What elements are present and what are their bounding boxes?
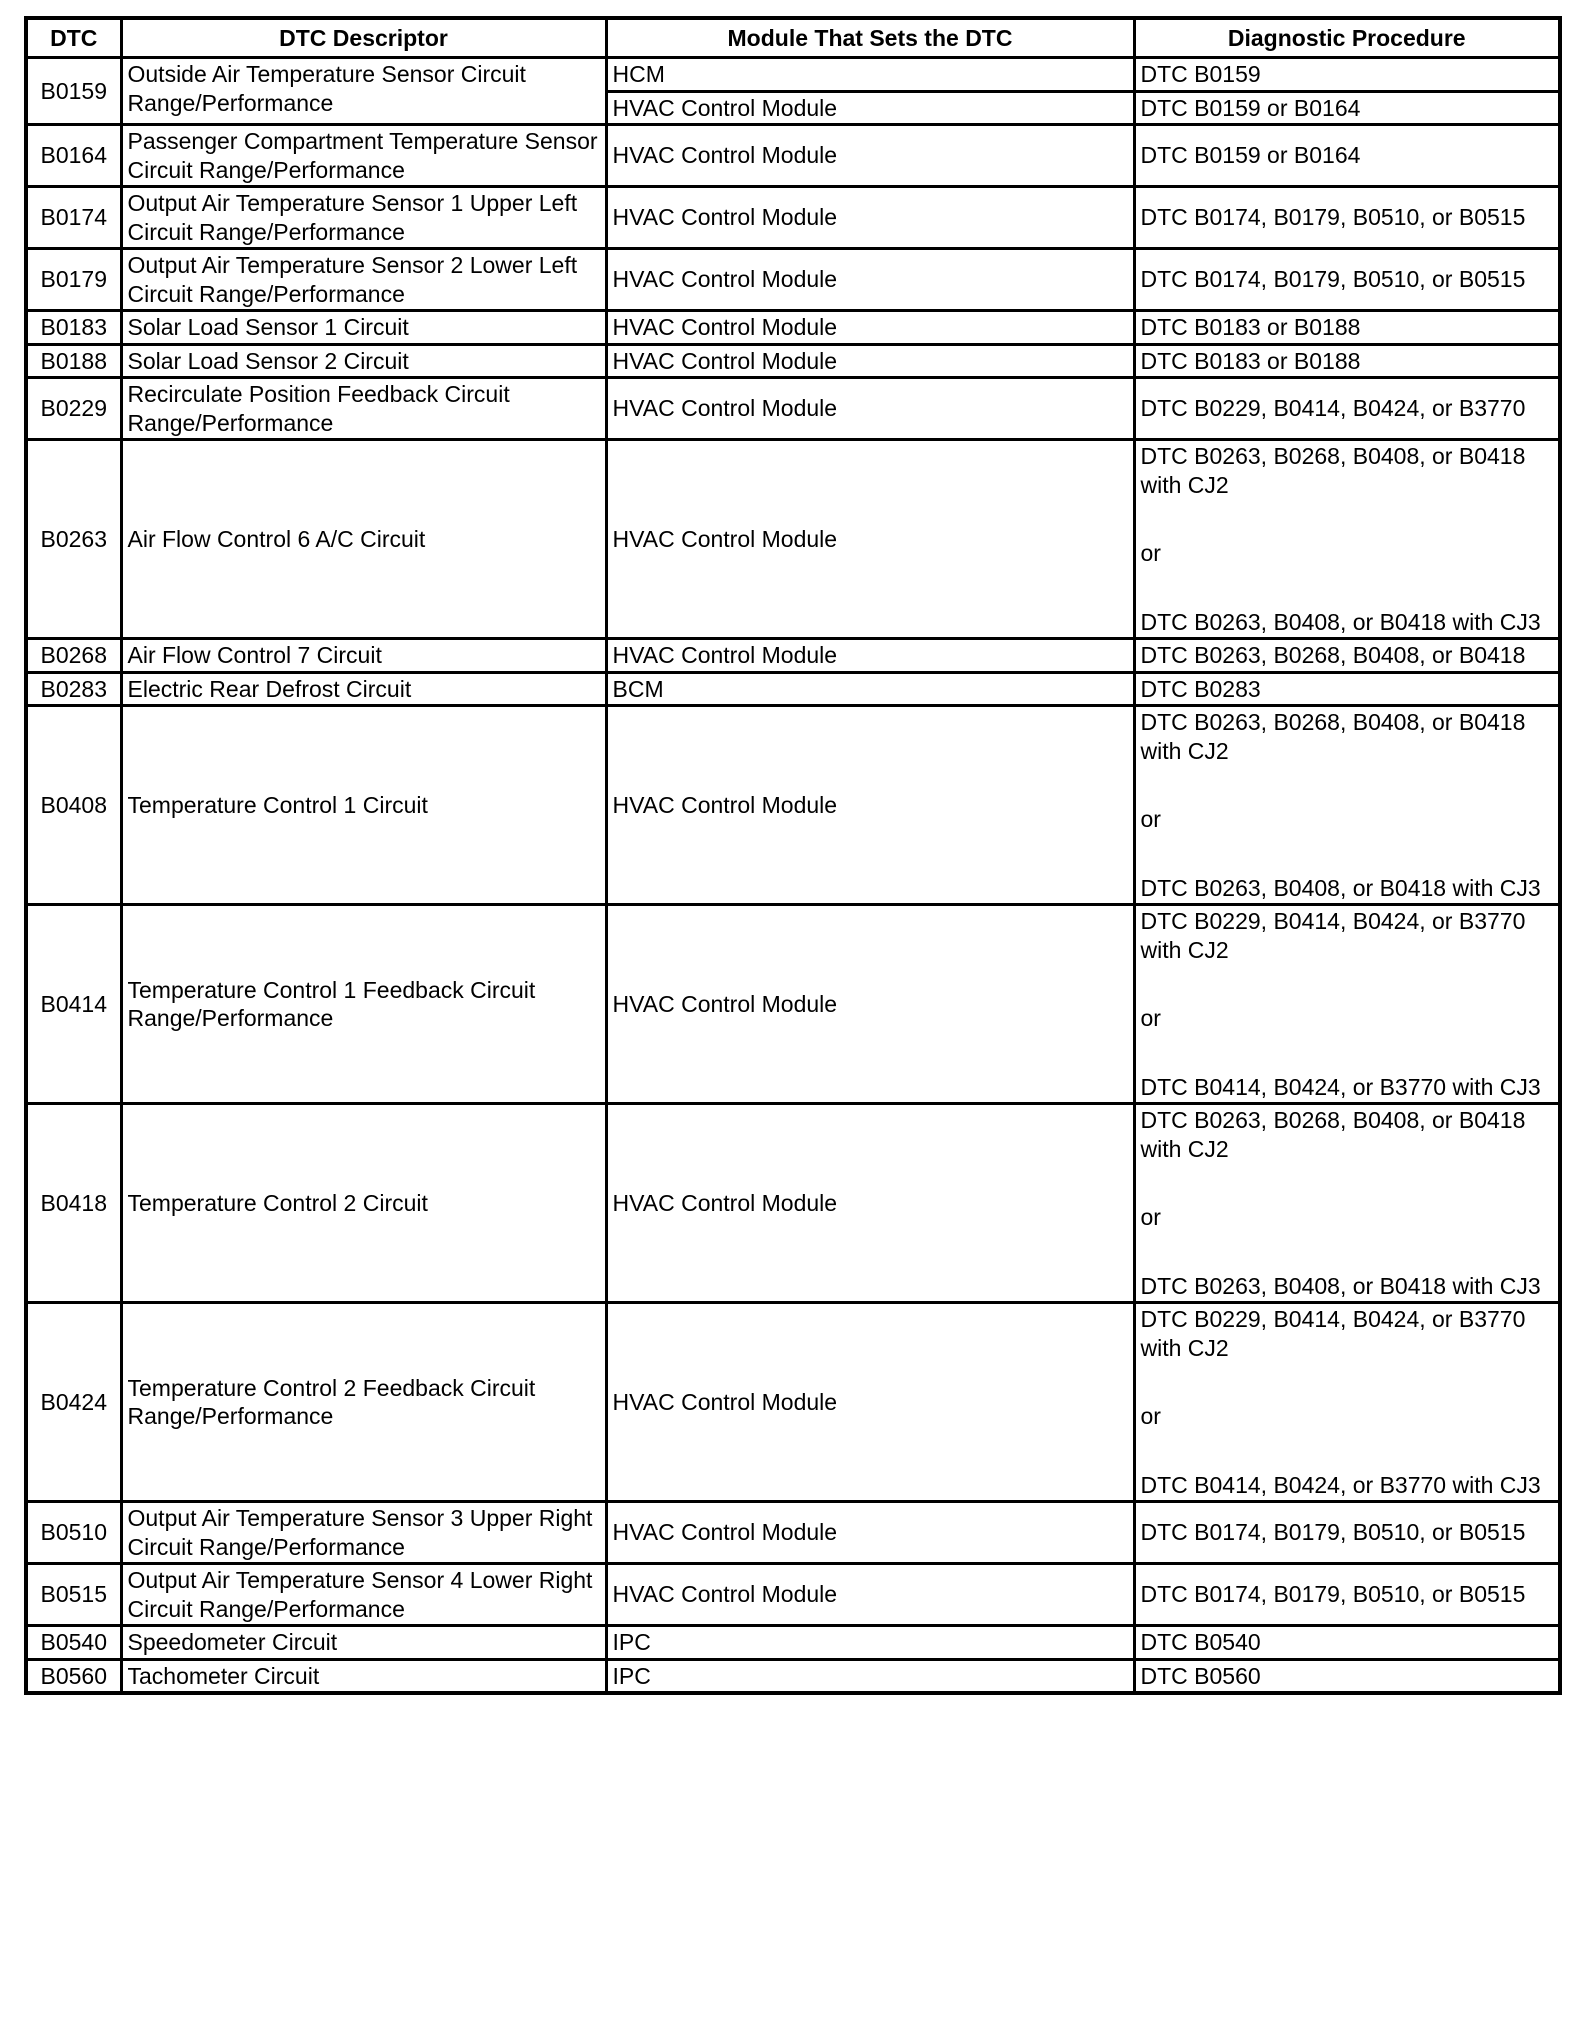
procedure-spacer <box>1141 834 1554 874</box>
procedure-cell <box>1134 639 1560 673</box>
dtc-descriptor-cell: Electric Rear Defrost Circuit <box>121 672 606 706</box>
dtc-code-cell: B0424 <box>26 1303 121 1502</box>
procedure-line: DTC B0263, B0268, B0408, or B0418 <box>1140 642 1526 668</box>
procedure-line: DTC B0283 <box>1140 675 1261 702</box>
procedure-cell <box>1134 125 1560 187</box>
dtc-code-cell: B0263 <box>26 440 121 639</box>
table-row <box>26 1626 1560 1660</box>
procedure-line: or <box>1140 1403 1161 1429</box>
procedure-line: DTC B0229, B0414, B0424, or B3770 <box>1140 395 1526 422</box>
procedure-line: DTC B0229, B0414, B0424, or B3770 with CJ2 <box>1140 1306 1526 1361</box>
dtc-descriptor-cell: Speedometer Circuit <box>121 1626 606 1660</box>
module-cell: HVAC Control Module <box>606 91 1134 125</box>
procedure-line: DTC B0414, B0424, or B3770 with CJ3 <box>1140 1471 1541 1498</box>
module-cell: HVAC Control Module <box>606 440 1134 639</box>
module-cell: HCM <box>606 58 1134 92</box>
column-header-procedure: Diagnostic Procedure <box>1134 18 1560 58</box>
table-row <box>26 672 1560 706</box>
procedure-line: DTC B0159 or B0164 <box>1140 94 1361 121</box>
dtc-code-cell: B0159 <box>26 58 121 125</box>
table-row <box>26 249 1560 311</box>
procedure-spacer <box>1141 765 1554 805</box>
dtc-descriptor-cell: Temperature Control 2 Circuit <box>121 1104 606 1303</box>
procedure-line: DTC B0540 <box>1140 1629 1261 1655</box>
procedure-line: DTC B0263, B0268, B0408, or B0418 with CJ2 <box>1140 1107 1526 1162</box>
dtc-descriptor-cell: Air Flow Control 6 A/C Circuit <box>121 440 606 639</box>
procedure-cell <box>1134 344 1560 378</box>
procedure-spacer <box>1141 499 1554 539</box>
module-cell: HVAC Control Module <box>606 706 1134 905</box>
module-cell: HVAC Control Module <box>606 187 1134 249</box>
dtc-code-cell: B0179 <box>26 249 121 311</box>
procedure-line: DTC B0263, B0408, or B0418 with CJ3 <box>1140 608 1541 635</box>
procedure-spacer <box>1141 1163 1554 1203</box>
table-row <box>26 1659 1560 1693</box>
header-row <box>26 18 1560 58</box>
table-header <box>26 18 1560 58</box>
table-row <box>26 1564 1560 1626</box>
procedure-spacer <box>1141 1362 1554 1402</box>
procedure-cell <box>1134 1564 1560 1626</box>
table-row <box>26 1104 1560 1303</box>
procedure-cell <box>1134 706 1560 905</box>
dtc-descriptor-cell: Output Air Temperature Sensor 3 Upper Right Circuit Range/Performance <box>121 1502 606 1564</box>
dtc-descriptor-cell: Tachometer Circuit <box>121 1659 606 1693</box>
procedure-cell <box>1134 440 1560 639</box>
procedure-spacer <box>1141 1232 1554 1272</box>
table-row <box>26 706 1560 905</box>
dtc-descriptor-cell: Output Air Temperature Sensor 1 Upper Left Circuit Range/Performance <box>121 187 606 249</box>
procedure-spacer <box>1141 964 1554 1004</box>
dtc-descriptor-cell: Temperature Control 1 Circuit <box>121 706 606 905</box>
module-cell: HVAC Control Module <box>606 1564 1134 1626</box>
dtc-descriptor-cell: Recirculate Position Feedback Circuit Range/Performance <box>121 378 606 440</box>
dtc-code-cell: B0510 <box>26 1502 121 1564</box>
procedure-cell <box>1134 672 1560 706</box>
procedure-cell <box>1134 1502 1560 1564</box>
procedure-line: DTC B0263, B0408, or B0418 with CJ3 <box>1140 1272 1541 1299</box>
dtc-code-cell: B0418 <box>26 1104 121 1303</box>
dtc-descriptor-cell: Temperature Control 2 Feedback Circuit Range/Performance <box>121 1303 606 1502</box>
procedure-line: DTC B0183 or B0188 <box>1140 347 1361 374</box>
dtc-descriptor-cell: Outside Air Temperature Sensor Circuit Range/Performance <box>121 58 606 125</box>
dtc-code-cell: B0515 <box>26 1564 121 1626</box>
table-row <box>26 344 1560 378</box>
procedure-line: DTC B0414, B0424, or B3770 with CJ3 <box>1140 1073 1541 1100</box>
dtc-table <box>24 16 1562 1695</box>
table-row <box>26 125 1560 187</box>
module-cell: BCM <box>606 672 1134 706</box>
dtc-descriptor-cell: Solar Load Sensor 1 Circuit <box>121 311 606 345</box>
module-cell: HVAC Control Module <box>606 378 1134 440</box>
procedure-cell <box>1134 91 1560 125</box>
procedure-line: DTC B0159 <box>1140 61 1261 87</box>
module-cell: HVAC Control Module <box>606 311 1134 345</box>
procedure-line: DTC B0159 or B0164 <box>1140 142 1361 169</box>
procedure-cell <box>1134 1626 1560 1660</box>
column-header-module: Module That Sets the DTC <box>606 18 1134 58</box>
column-header-dtc: DTC <box>26 18 121 58</box>
dtc-descriptor-cell: Output Air Temperature Sensor 4 Lower Right Circuit Range/Performance <box>121 1564 606 1626</box>
procedure-line: or <box>1140 540 1161 566</box>
procedure-line: DTC B0174, B0179, B0510, or B0515 <box>1140 1581 1526 1608</box>
dtc-code-cell: B0414 <box>26 905 121 1104</box>
module-cell: HVAC Control Module <box>606 125 1134 187</box>
table-row <box>26 1502 1560 1564</box>
procedure-line: or <box>1140 806 1161 832</box>
module-cell: HVAC Control Module <box>606 1502 1134 1564</box>
module-cell: HVAC Control Module <box>606 249 1134 311</box>
dtc-code-cell: B0174 <box>26 187 121 249</box>
module-cell: HVAC Control Module <box>606 1104 1134 1303</box>
procedure-cell <box>1134 249 1560 311</box>
procedure-line: DTC B0174, B0179, B0510, or B0515 <box>1140 204 1526 231</box>
dtc-code-cell: B0408 <box>26 706 121 905</box>
table-row <box>26 1303 1560 1502</box>
dtc-code-cell: B0229 <box>26 378 121 440</box>
module-cell: HVAC Control Module <box>606 905 1134 1104</box>
module-cell: HVAC Control Module <box>606 344 1134 378</box>
procedure-line: DTC B0263, B0268, B0408, or B0418 with CJ2 <box>1140 709 1526 764</box>
procedure-cell <box>1134 311 1560 345</box>
module-cell: HVAC Control Module <box>606 1303 1134 1502</box>
dtc-code-cell: B0283 <box>26 672 121 706</box>
dtc-code-cell: B0188 <box>26 344 121 378</box>
procedure-line: or <box>1140 1204 1161 1230</box>
dtc-descriptor-cell: Temperature Control 1 Feedback Circuit Range/Performance <box>121 905 606 1104</box>
table-row <box>26 905 1560 1104</box>
procedure-cell <box>1134 1303 1560 1502</box>
procedure-spacer <box>1141 568 1554 608</box>
dtc-code-cell: B0183 <box>26 311 121 345</box>
procedure-line: DTC B0263, B0268, B0408, or B0418 with CJ2 <box>1140 443 1526 498</box>
dtc-descriptor-cell: Air Flow Control 7 Circuit <box>121 639 606 673</box>
procedure-line: DTC B0229, B0414, B0424, or B3770 with CJ2 <box>1140 908 1526 963</box>
dtc-code-cell: B0540 <box>26 1626 121 1660</box>
table-body <box>26 58 1560 1694</box>
table-row <box>26 311 1560 345</box>
procedure-line: DTC B0263, B0408, or B0418 with CJ3 <box>1140 874 1541 901</box>
procedure-cell <box>1134 378 1560 440</box>
procedure-line: DTC B0174, B0179, B0510, or B0515 <box>1140 266 1526 293</box>
dtc-descriptor-cell: Solar Load Sensor 2 Circuit <box>121 344 606 378</box>
table-row <box>26 440 1560 639</box>
procedure-cell <box>1134 905 1560 1104</box>
dtc-code-cell: B0164 <box>26 125 121 187</box>
dtc-descriptor-cell: Output Air Temperature Sensor 2 Lower Left Circuit Range/Performance <box>121 249 606 311</box>
column-header-descriptor: DTC Descriptor <box>121 18 606 58</box>
table-row <box>26 58 1560 92</box>
procedure-cell <box>1134 1659 1560 1693</box>
procedure-line: or <box>1140 1005 1161 1031</box>
module-cell: HVAC Control Module <box>606 639 1134 673</box>
dtc-code-cell: B0268 <box>26 639 121 673</box>
module-cell: IPC <box>606 1626 1134 1660</box>
procedure-cell <box>1134 187 1560 249</box>
procedure-line: DTC B0183 or B0188 <box>1140 314 1361 340</box>
table-row <box>26 639 1560 673</box>
procedure-line: DTC B0174, B0179, B0510, or B0515 <box>1140 1519 1526 1546</box>
procedure-cell <box>1134 58 1560 92</box>
procedure-spacer <box>1141 1431 1554 1471</box>
procedure-spacer <box>1141 1033 1554 1073</box>
module-cell: IPC <box>606 1659 1134 1693</box>
dtc-descriptor-cell: Passenger Compartment Temperature Sensor Circuit Range/Performance <box>121 125 606 187</box>
procedure-line: DTC B0560 <box>1140 1662 1261 1689</box>
table-row <box>26 378 1560 440</box>
dtc-code-cell: B0560 <box>26 1659 121 1693</box>
procedure-cell <box>1134 1104 1560 1303</box>
table-row <box>26 187 1560 249</box>
